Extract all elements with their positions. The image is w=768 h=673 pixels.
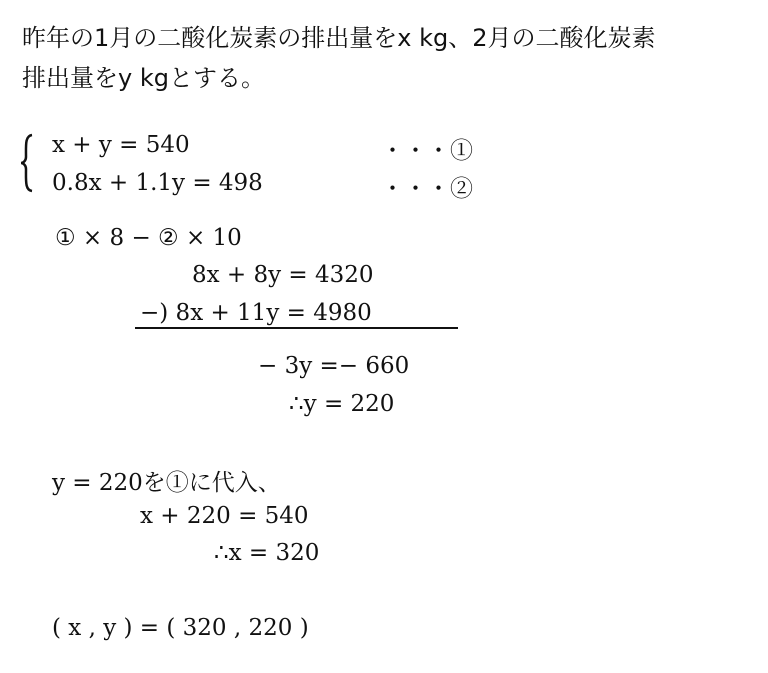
substitution-equation: x + 220 = 540 (140, 503, 309, 529)
problem-line-2: 排出量をy kgとする。 (22, 64, 265, 92)
problem-line-1: 昨年の1月の二酸化炭素の排出量をx kg、2月の二酸化炭素 (22, 24, 656, 52)
system-brace (20, 133, 34, 193)
elimination-result: − 3y =− 660 (258, 353, 410, 379)
equation-1-marker: ・・・① (381, 138, 473, 164)
elimination-row-1: 8x + 8y = 4320 (192, 262, 374, 288)
equation-1: x + y = 540 (52, 132, 190, 158)
subtraction-line (135, 327, 458, 329)
y-solution: ∴y = 220 (289, 391, 395, 417)
equation-2-marker: ・・・② (381, 176, 473, 202)
final-answer: ( x , y ) = ( 320 , 220 ) (52, 615, 309, 641)
equation-2: 0.8x + 1.1y = 498 (52, 170, 263, 196)
substitution-intro: y = 220を①に代入、 (52, 470, 281, 496)
elimination-operation: ① × 8 − ② × 10 (55, 225, 242, 251)
x-solution: ∴x = 320 (214, 540, 320, 566)
elimination-row-2: −) 8x + 11y = 4980 (140, 300, 372, 326)
